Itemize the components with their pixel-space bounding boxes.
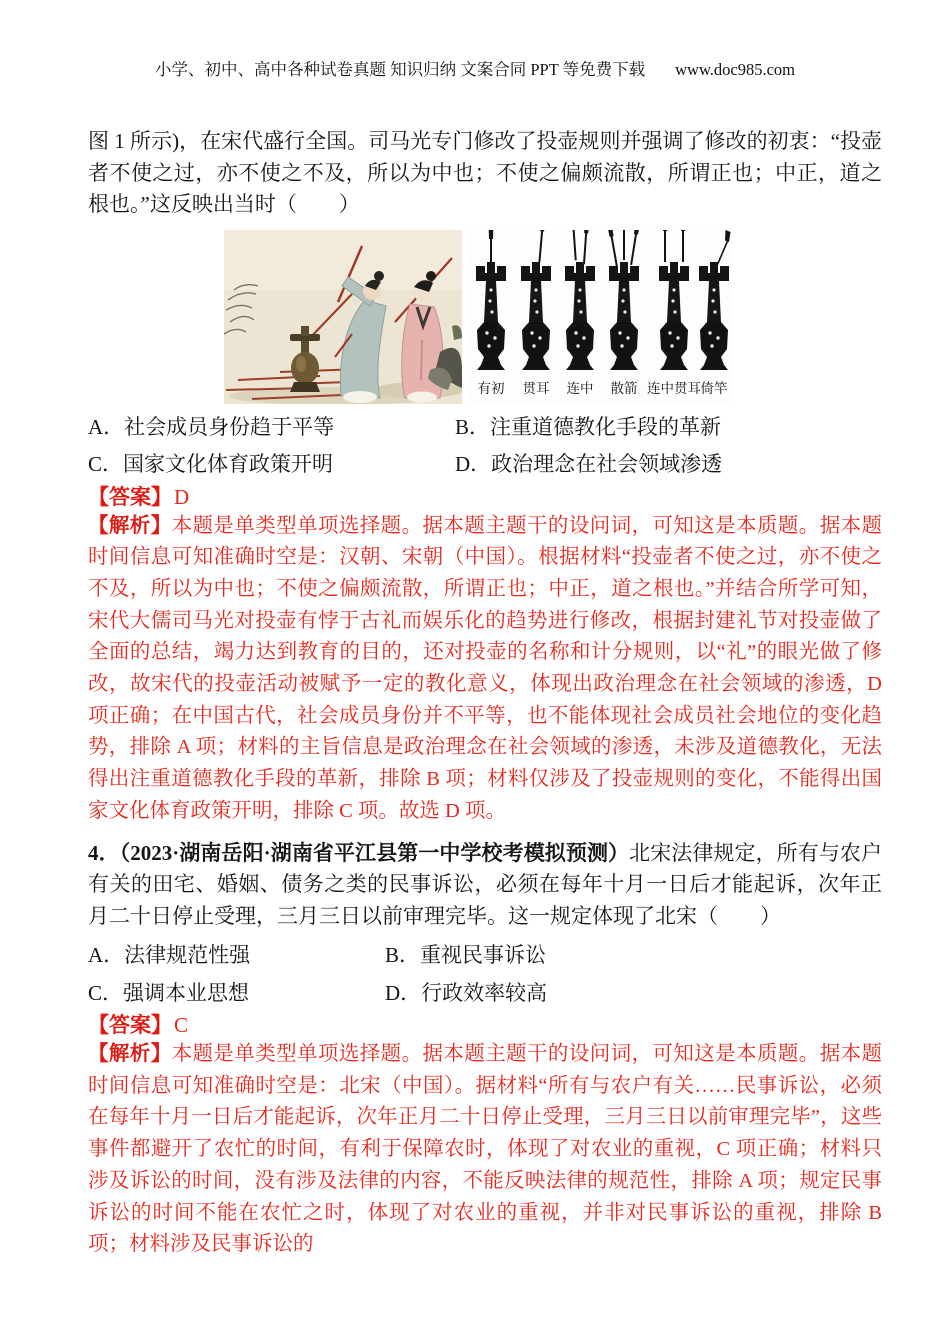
q4-option-d: D．行政效率较高 [385,980,548,1005]
q4-stem [88,838,882,933]
answer-label: 【答案】 [88,484,172,509]
figure-label-yigan: 倚竿 [700,380,728,396]
q4-answer-line [88,1011,882,1039]
q3-analysis [88,511,882,828]
q3-option-b: B．注重道德教化手段的革新 [455,414,722,439]
q3-stem: 图 1 所示)，在宋代盛行全国。司马光专门修改了投壶规则并强调了修改的初衷：“投壶者不使之过，亦不使之不及，所以为中也；不使之偏颇流散，所谓正也；中正，道之根也。”这反映出当时（ ） [88,129,882,216]
q4-analysis [88,1039,882,1261]
figure-label-guan-er: 贯耳 [522,380,550,396]
q3-option-a: A．社会成员身份趋于平等 [88,414,335,439]
figure-label-lianzhong-guan-er: 连中贯耳 [647,380,701,396]
document-content [88,126,882,1261]
q4-options [88,940,882,1009]
q3-figure [224,230,732,404]
q4-option-a: A．法律规范性强 [88,943,251,968]
q3-option-d: D．政治理念在社会领域渗透 [455,452,723,476]
q4-stem-text: 北宋法律规定，所有与农户有关的田宅、婚姻、债务之类的民事诉讼，必须在每年十月一日后才能起诉，次年正月二十日停止受理，三月三日以前审理完毕。这一规定体现了北宋（ ） [88,840,882,928]
figure-label-sanjian: 散箭 [610,380,638,396]
q3-option-c: C．国家文化体育政策开明 [88,452,334,476]
header-url-link[interactable]: www.doc985.com [675,60,796,79]
q3-answer-letter: D [174,484,190,509]
q3-analysis-text: 本题是单类型单项选择题。据本题主题干的设问词，可知这是本质题。据本题时间信息可知准确时空是：汉朝、宋朝（中国）。根据材料“投壶者不使之过，亦不使之不及，所以为中也；不使之偏颇流散，所谓正也；中正，道之根也。”并结合所学可知，宋代大儒司马光对投壶有悖于古礼而娱乐化的趋势进行修改，根据封建礼节对投壶做了全面的总结，竭力达到教育的目的，还对投壶的名称和计分规则，以“礼”的眼光做了修改，故宋代的投壶活动被赋予一定的教化意义，体现出政治理念在社会领域的渗透，D 项正确；在中国古代，社会成员身份并不平等，也不能体现社会成员社会地位的变化趋势，排除 A 项；材料的主旨信息是政治理念在社会领域的渗透，未涉及道德教化，无法得出注重道德教化手段的革新，排除 B 项；材料仅涉及了投壶规则的变化，不能得出国家文化体育政策开明，排除 C 项。故选 D 项。 [88,514,883,822]
q4-analysis-text: 本题是单类型单项选择题。据本题主题干的设问词，可知这是本质题。据本题时间信息可知准确时空是：北宋（中国）。据材料“所有与农户有关……民事诉讼，必须在每年十月一日后才能起诉，次年正月二十日停止受理，三月三日以前审理完毕”，这些事件都避开了农忙的时间，有利于保障农时，体现了对农业的重视，C 项正确；材料只涉及诉讼的时间，没有涉及法律的内容，不能反映法律的规范性，排除 A 项；规定民事诉讼的时间不能在农忙之时，体现了对农业的重视，并非对民事诉讼的重视，排除 B 项；材料涉及民事诉讼的 [88,1043,883,1256]
answer-label: 【答案】 [88,1013,172,1038]
figure-label-lianzhong: 连中 [566,380,594,396]
q4-answer-letter: C [174,1013,189,1038]
pitch-pot-painting-image [224,230,462,404]
q4-option-c: C．强调本业思想 [88,980,250,1005]
figure-label-youchu: 有初 [477,380,505,396]
q3-options [88,412,882,481]
analysis-label: 【解析】 [88,1043,172,1066]
pitch-pot-score-diagram-image [467,230,732,404]
analysis-label: 【解析】 [88,514,172,537]
q3-answer-line [88,483,882,511]
q4-option-b: B．重视民事诉讼 [385,943,547,968]
header-text: 小学、初中、高中各种试卷真题 知识归纳 文案合同 PPT 等免费下载 [154,60,646,79]
watermark-header [0,56,950,80]
q4-number-source: 4．（2023·湖南岳阳·湖南省平江县第一中学校考模拟预测） [88,840,630,865]
